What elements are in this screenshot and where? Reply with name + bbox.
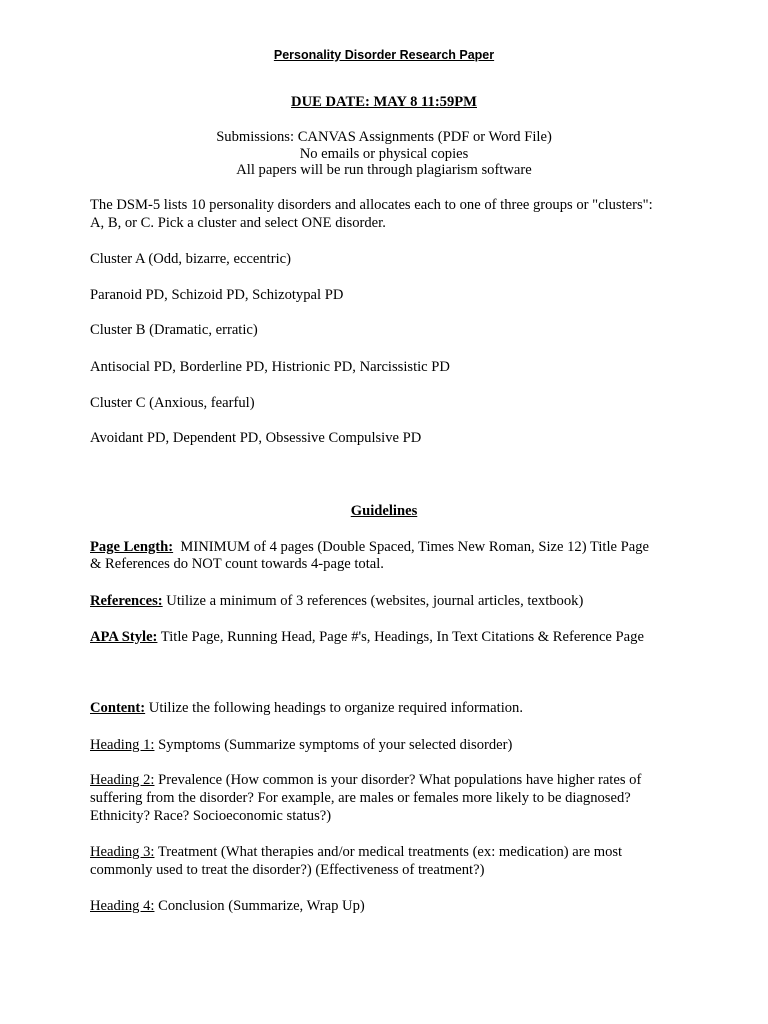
heading-2-label: Heading 2: [90, 772, 155, 788]
references-label: References: [90, 593, 163, 609]
content-text: Utilize the following headings to organize required information. [145, 700, 523, 716]
content-label: Content: [90, 700, 146, 716]
submissions-line: Submissions: CANVAS Assignments (PDF or Word File) [216, 129, 552, 145]
heading-3-text-cont: commonly used to treat the disorder?) (Effectiveness of treatment?) [90, 862, 485, 878]
heading-3-label: Heading 3: [90, 844, 155, 860]
page-length-line [90, 539, 678, 556]
guidelines-heading: Guidelines [350, 503, 418, 519]
heading-4-line [90, 898, 678, 915]
cluster-a-name: Cluster A (Odd, bizarre, eccentric) [90, 251, 291, 267]
page-length-text-cont: & References do NOT count towards 4-page total. [90, 556, 384, 572]
page-length-label: Page Length: [90, 539, 174, 555]
heading-3-line [90, 844, 678, 861]
cluster-b-disorders: Antisocial PD, Borderline PD, Histrionic PD, Narcissistic PD [90, 359, 450, 375]
references-text: Utilize a minimum of 3 references (websites, journal articles, textbook) [162, 593, 584, 609]
heading-2-text-cont: suffering from the disorder? For example, are males or females more likely to be diagnosed? [90, 790, 631, 806]
document-title: Personality Disorder Research Paper [273, 48, 495, 62]
cluster-c-disorders: Avoidant PD, Dependent PD, Obsessive Compulsive PD [90, 430, 422, 446]
page-length-text: MINIMUM of 4 pages (Double Spaced, Times New Roman, Size 12) Title Page [173, 539, 649, 555]
heading-4-text: Conclusion (Summarize, Wrap Up) [154, 898, 365, 914]
heading-4-label: Heading 4: [90, 898, 155, 914]
apa-line [90, 629, 678, 646]
heading-3-text: Treatment (What therapies and/or medical treatments (ex: medication) are most [154, 844, 623, 860]
references-line [90, 593, 678, 610]
heading-1-line [90, 737, 678, 754]
intro-line: A, B, or C. Pick a cluster and select ONE disorder. [90, 215, 386, 231]
heading-2-text: Prevalence (How common is your disorder? What populations have higher rates of [154, 772, 642, 788]
heading-2-text-cont: Ethnicity? Race? Socioeconomic status?) [90, 808, 332, 824]
apa-text: Title Page, Running Head, Page #'s, Headings, In Text Citations & Reference Page [157, 629, 644, 645]
heading-1-text: Symptoms (Summarize symptoms of your selected disorder) [154, 737, 513, 753]
cluster-b-name: Cluster B (Dramatic, erratic) [90, 322, 258, 338]
cluster-a-disorders: Paranoid PD, Schizoid PD, Schizotypal PD [90, 287, 344, 303]
due-date: DUE DATE: MAY 8 11:59PM [291, 94, 477, 110]
content-line [90, 700, 678, 717]
apa-label: APA Style: [90, 629, 158, 645]
heading-2-line [90, 772, 678, 789]
intro-line: The DSM-5 lists 10 personality disorders and allocates each to one of three groups or "clusters": [90, 197, 653, 213]
submissions-line: All papers will be run through plagiarism software [236, 162, 532, 178]
submissions-line: No emails or physical copies [299, 146, 469, 162]
cluster-c-name: Cluster C (Anxious, fearful) [90, 395, 255, 411]
heading-1-label: Heading 1: [90, 737, 155, 753]
